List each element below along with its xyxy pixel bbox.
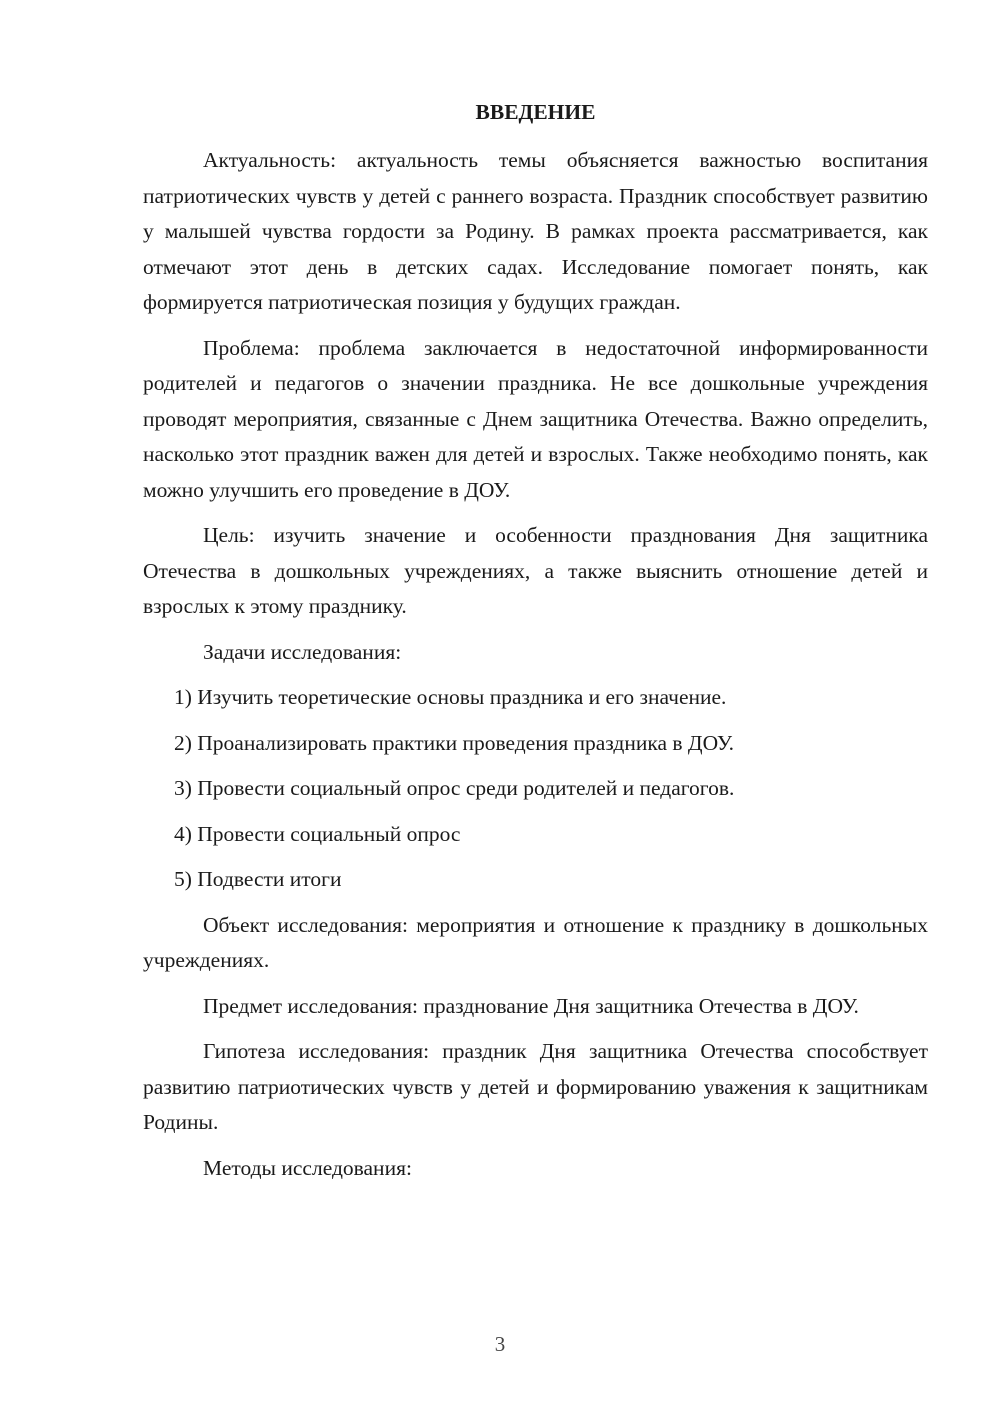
list-item: 1) Изучить теоретические основы праздника и его значение. xyxy=(174,685,727,709)
page-number: 3 xyxy=(494,1332,506,1356)
document-page xyxy=(143,95,928,1196)
relevance-paragraph: Актуальность: актуальность темы объясняется важностью воспитания патриотических чувств у детей с раннего возраста. Праздник способствует развитию у малышей чувства гордости за Родину. В рамках проекта рассматривается, как отмечают этот день в детских садах. Исследование помогает понять, как формируется патриотическая позиция у будущих граждан. xyxy=(143,148,928,314)
hypothesis-paragraph: Гипотеза исследования: праздник Дня защитника Отечества способствует развитию патриотических чувств у детей и формированию уважения к защитникам Родины. xyxy=(143,1039,928,1134)
list-item: 5) Подвести итоги xyxy=(174,867,342,891)
section-heading: ВВЕДЕНИЕ xyxy=(475,100,596,124)
problem-paragraph: Проблема: проблема заключается в недостаточной информированности родителей и педагогов о значении праздника. Не все дошкольные учреждения проводят мероприятия, связанные с Днем защитника Отечества. Важно определить, насколько этот праздник важен для детей и взрослых. Также необходимо понять, как можно улучшить его проведение в ДОУ. xyxy=(143,335,928,502)
subject-paragraph: Предмет исследования: празднование Дня защитника Отечества в ДОУ. xyxy=(203,993,859,1018)
goal-paragraph: Цель: изучить значение и особенности празднования Дня защитника Отечества в дошкольных учреждениях, а также выяснить отношение детей и взрослых к этому празднику. xyxy=(143,523,928,618)
object-paragraph: Объект исследования: мероприятия и отношение к празднику в дошкольных учреждениях. xyxy=(143,912,928,972)
list-item: 4) Провести социальный опрос xyxy=(174,821,461,846)
methods-title: Методы исследования: xyxy=(203,1155,412,1180)
tasks-title: Задачи исследования: xyxy=(203,639,402,664)
tasks-list xyxy=(143,680,928,898)
list-item: 2) Проанализировать практики проведения праздника в ДОУ. xyxy=(174,730,734,755)
list-item: 3) Провести социальный опрос среди родителей и педагогов. xyxy=(174,776,735,800)
